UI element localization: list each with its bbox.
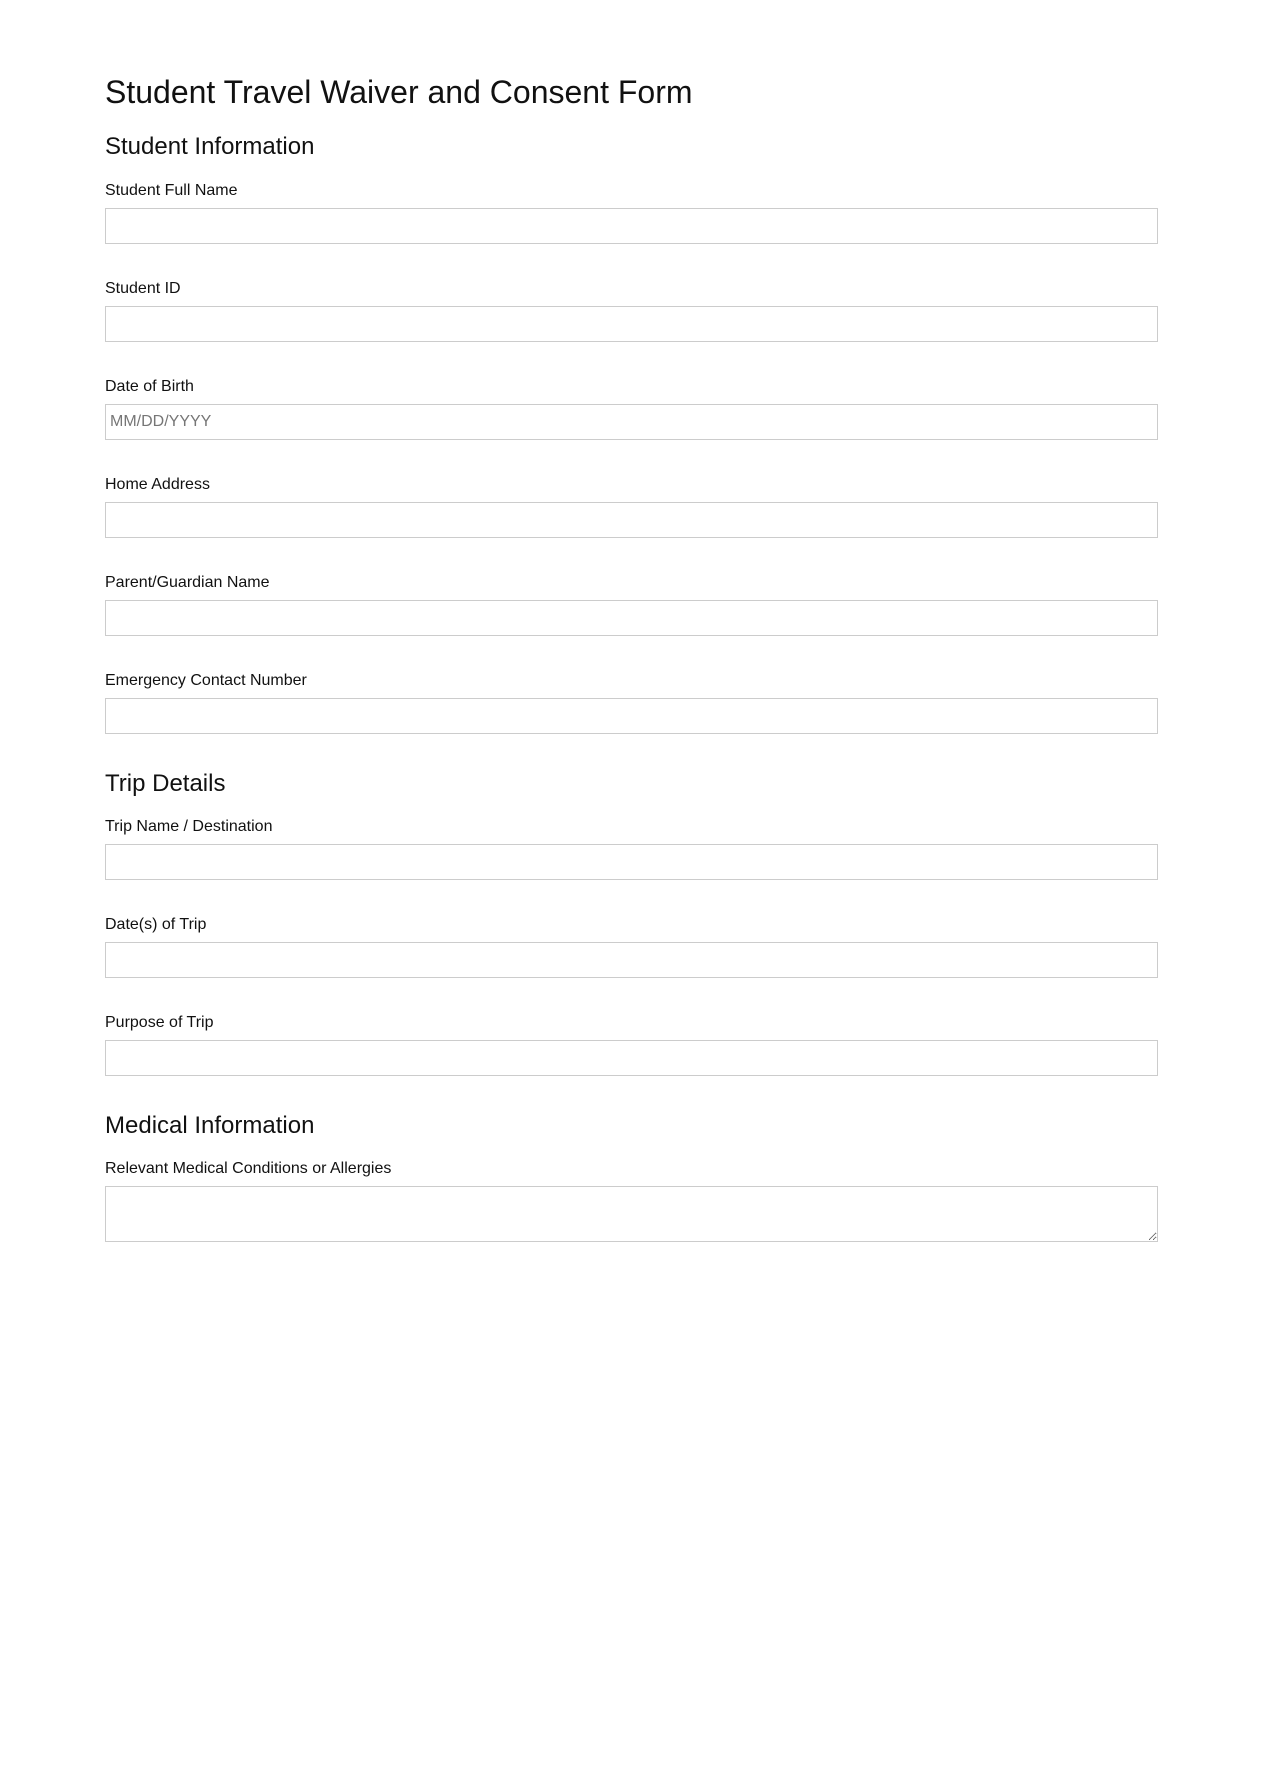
- field-trip-dates: [105, 916, 1158, 978]
- student-id-input[interactable]: [105, 306, 1158, 342]
- field-label: Student ID: [105, 280, 181, 297]
- field-purpose-of-trip: [105, 1014, 1158, 1076]
- field-label: Parent/Guardian Name: [105, 574, 270, 591]
- field-date-of-birth: [105, 378, 1158, 440]
- field-label: Purpose of Trip: [105, 1014, 214, 1031]
- field-label: Trip Name / Destination: [105, 818, 273, 835]
- section-heading: Student Information: [105, 133, 315, 160]
- emergency-contact-number-input[interactable]: [105, 698, 1158, 734]
- field-trip-name-destination: [105, 818, 1158, 880]
- field-emergency-contact-number: [105, 672, 1158, 734]
- section-heading: Trip Details: [105, 770, 226, 797]
- parent-guardian-name-input[interactable]: [105, 600, 1158, 636]
- form-container: [105, 74, 1158, 1278]
- section-student-information: [105, 133, 1158, 734]
- home-address-input[interactable]: [105, 502, 1158, 538]
- field-label: Home Address: [105, 476, 210, 493]
- field-home-address: [105, 476, 1158, 538]
- medical-conditions-allergies-textarea[interactable]: [105, 1186, 1158, 1242]
- field-medical-conditions-allergies: [105, 1160, 1158, 1242]
- trip-name-destination-input[interactable]: [105, 844, 1158, 880]
- field-label: Emergency Contact Number: [105, 672, 307, 689]
- section-medical-information: [105, 1112, 1158, 1242]
- purpose-of-trip-input[interactable]: [105, 1040, 1158, 1076]
- field-label: Date of Birth: [105, 378, 194, 395]
- section-trip-details: [105, 770, 1158, 1076]
- trip-dates-input[interactable]: [105, 942, 1158, 978]
- field-parent-guardian-name: [105, 574, 1158, 636]
- page-title: Student Travel Waiver and Consent Form: [105, 74, 693, 110]
- field-label: Student Full Name: [105, 182, 238, 199]
- student-full-name-input[interactable]: [105, 208, 1158, 244]
- field-student-id: [105, 280, 1158, 342]
- field-label: Date(s) of Trip: [105, 916, 207, 933]
- field-label: Relevant Medical Conditions or Allergies: [105, 1160, 392, 1177]
- date-of-birth-input[interactable]: [105, 404, 1158, 440]
- field-student-full-name: [105, 182, 1158, 244]
- section-heading: Medical Information: [105, 1112, 315, 1139]
